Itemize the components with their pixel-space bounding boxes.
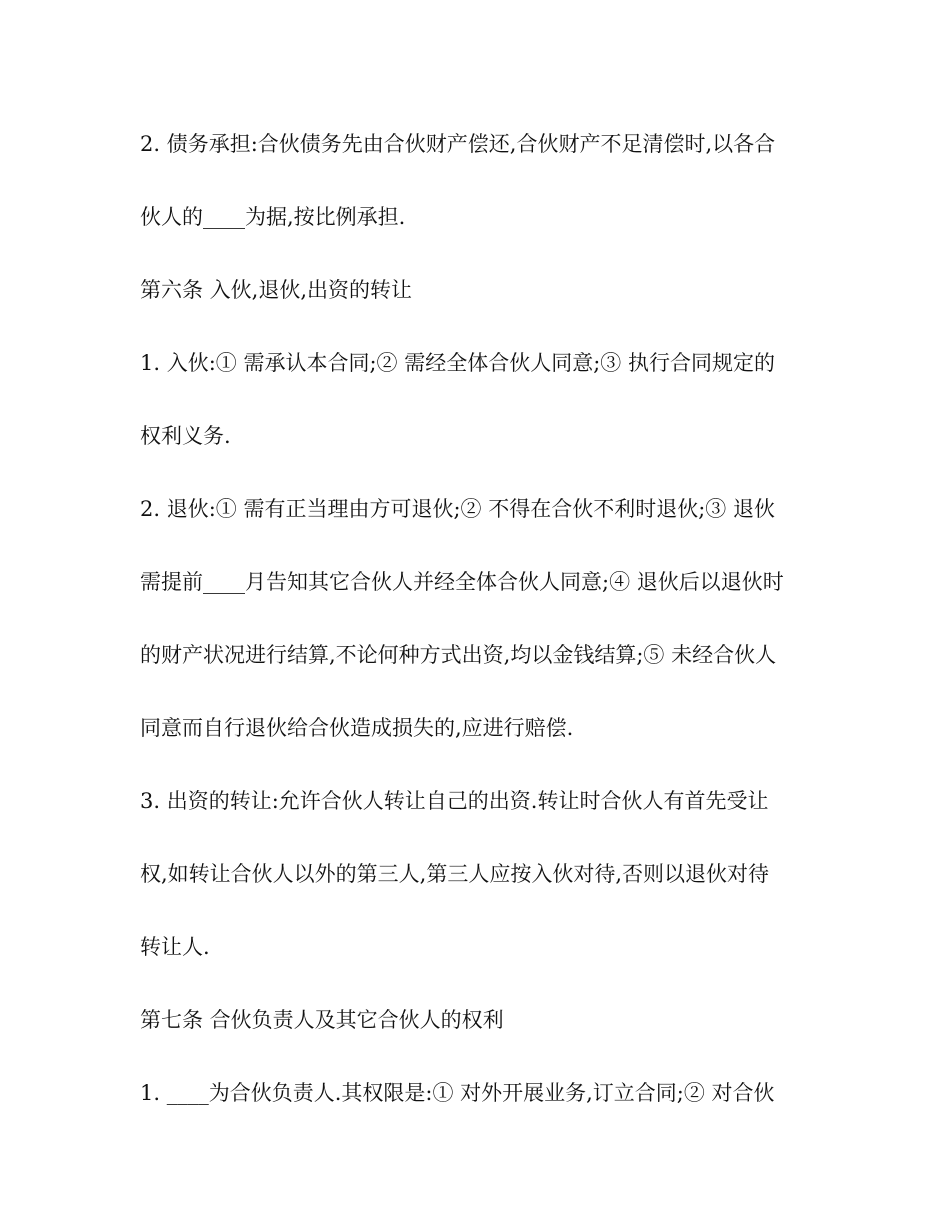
clause-6-1-line-1: 1. 入伙:① 需承认本合同;② 需经全体合伙人同意;③ 执行合同规定的 (140, 351, 775, 375)
clause-6-3-line-3: 转让人. (140, 935, 210, 959)
article-6-heading: 第六条 入伙,退伙,出资的转让 (140, 278, 413, 302)
clause-6-2-line-1: 2. 退伙:① 需有正当理由方可退伙;② 不得在合伙不利时退伙;③ 退伙 (140, 497, 775, 521)
article-7-heading: 第七条 合伙负责人及其它合伙人的权利 (140, 1008, 504, 1032)
clause-6-1-line-2: 权利义务. (140, 424, 231, 448)
clause-6-2-line-2: 需提前____月告知其它合伙人并经全体合伙人同意;④ 退伙后以退伙时 (140, 570, 784, 594)
clause-6-2-line-4: 同意而自行退伙给合伙造成损失的,应进行赔偿. (140, 716, 574, 740)
clause-6-3-line-2: 权,如转让合伙人以外的第三人,第三人应按入伙对待,否则以退伙对待 (140, 862, 770, 886)
clause-6-3-line-1: 3. 出资的转让:允许合伙人转让自己的出资.转让时合伙人有首先受让 (140, 789, 769, 813)
clause-5-2-line-2: 伙人的____为据,按比例承担. (140, 205, 406, 229)
clause-5-2-line-1: 2. 债务承担:合伙债务先由合伙财产偿还,合伙财产不足清偿时,以各合 (140, 132, 776, 156)
clause-7-1-line-1: 1. ____为合伙负责人.其权限是:① 对外开展业务,订立合同;② 对合伙 (140, 1081, 775, 1105)
clause-6-2-line-3: 的财产状况进行结算,不论何种方式出资,均以金钱结算;⑤ 未经合伙人 (140, 643, 777, 667)
